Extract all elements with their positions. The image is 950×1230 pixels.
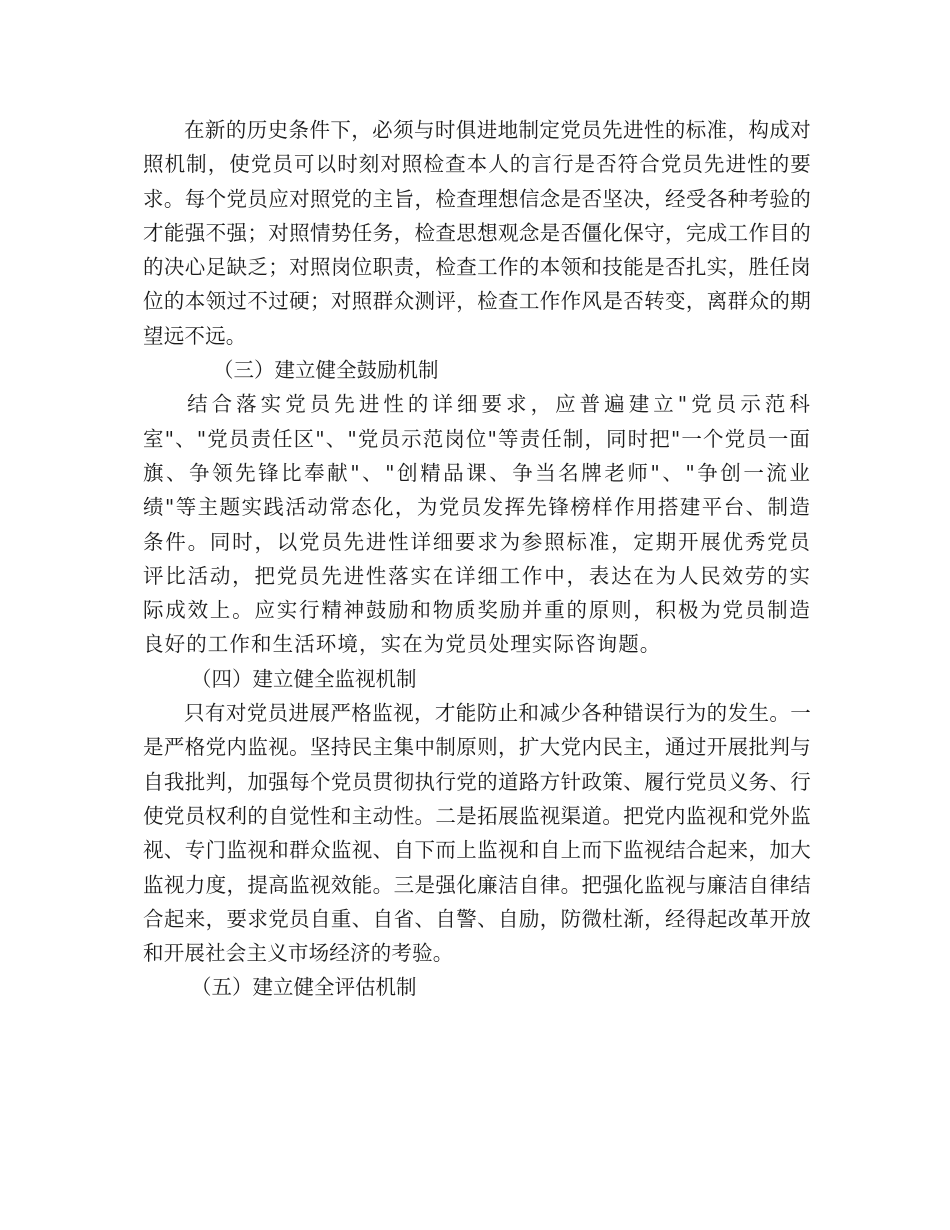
paragraph-supervision-mechanism: 只有对党员进展严格监视，才能防止和减少各种错误行为的发生。一是严格党内监视。坚持民主集中制原则，扩大党内民主，通过开展批判与自我批判，加强每个党员贯彻执行党的道路方针政策、履行党员义务、行使党员权利的自觉性和主动性。二是拓展监视渠道。把党内监视和党外监视、专门监视和群众监视、自下而上监视和自上而下监视结合起来，加大监视力度，提高监视效能。三是强化廉洁自律。把强化监视与廉洁自律结合起来，要求党员自重、自省、自警、自励，防微杜渐，经得起改革开放和开展社会主义市场经济的考验。: [143, 701, 811, 966]
document-page: [143, 113, 811, 1005]
heading-supervision-mechanism: （四）建立健全监视机制: [191, 666, 417, 691]
heading-incentive-mechanism: （三）建立健全鼓励机制: [213, 358, 439, 383]
heading-evaluation-mechanism: （五）建立健全评估机制: [191, 975, 417, 1000]
paragraph-comparison-mechanism: 在新的历史条件下，必须与时俱进地制定党员先进性的标准，构成对照机制，使党员可以时刻对照检查本人的言行是否符合党员先进性的要求。每个党员应对照党的主旨，检查理想信念是否坚决，经受各种考验的才能强不强；对照情势任务，检查思想观念是否僵化保守，完成工作目的的决心足缺乏；对照岗位职责，检查工作的本领和技能是否扎实，胜任岗位的本领过不过硬；对照群众测评，检查工作作风是否转变，离群众的期望远不远。: [143, 118, 811, 348]
paragraph-incentive-mechanism: 结合落实党员先进性的详细要求，应普遍建立"党员示范科室"、"党员责任区"、"党员示范岗位"等责任制，同时把"一个党员一面旗、争领先锋比奉献"、"创精品课、争当名牌老师"、"争创一流业绩"等主题实践活动常态化，为党员发挥先锋榜样作用搭建平台、制造条件。同时，以党员先进性详细要求为参照标准，定期开展优秀党员评比活动，把党员先进性落实在详细工作中，表达在为人民效劳的实际成效上。应实行精神鼓励和物质奖励并重的原则，积极为党员制造良好的工作和生活环境，实在为党员处理实际咨询题。: [143, 392, 811, 657]
